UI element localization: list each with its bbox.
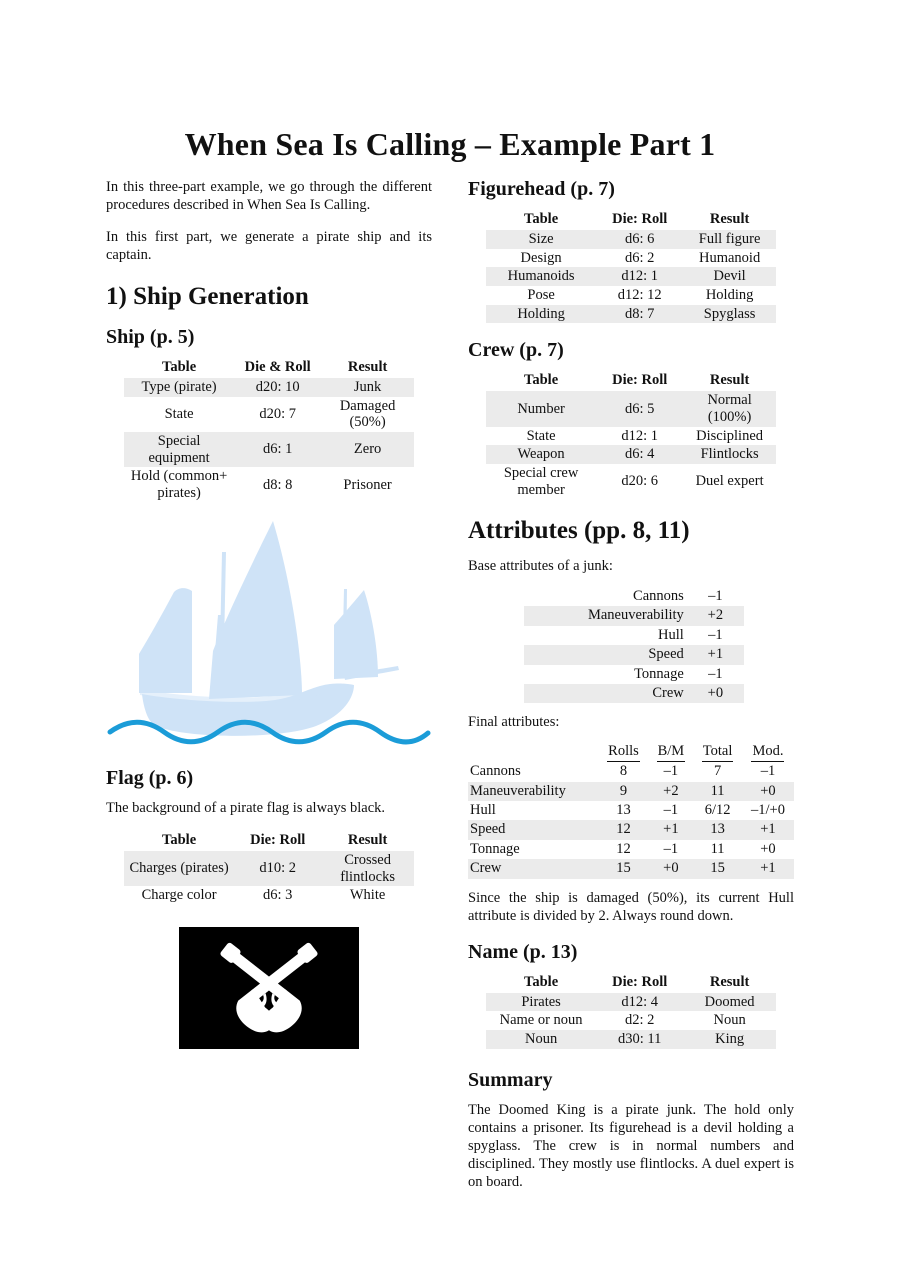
table-header-row	[468, 743, 794, 762]
table-row	[124, 432, 414, 467]
table-header-row	[486, 210, 776, 230]
cell-result: King	[683, 1030, 776, 1049]
spacer	[468, 879, 794, 889]
cell-bm: –1	[663, 840, 679, 857]
cell-table: Hold (common+ pirates)	[130, 468, 228, 502]
cell-result: Humanoid	[698, 249, 761, 266]
figurehead-table	[486, 210, 776, 323]
cell-table: Type (pirate)	[124, 378, 234, 397]
table-row	[124, 467, 414, 502]
cell-rolls: 13	[616, 801, 631, 818]
cell-total: 7	[713, 763, 722, 780]
column-header-rolls-text: Rolls	[607, 743, 640, 762]
cell-die: d6: 6	[596, 230, 683, 249]
table-row	[524, 626, 744, 645]
cell-die: d2: 2	[624, 1012, 655, 1029]
cell-attribute-value: +2	[687, 606, 744, 625]
cell-attribute-name: Tonnage	[470, 840, 520, 857]
cell-attribute-name: Speed	[468, 820, 598, 839]
subsection-heading-name: Name (p. 13)	[468, 940, 578, 963]
column-header-total-text: Total	[702, 743, 734, 762]
cell-result: Full figure	[683, 230, 776, 249]
cell-die: d20: 6	[621, 473, 659, 490]
cell-table: Number	[486, 391, 596, 426]
table-row	[124, 886, 414, 905]
cell-mod: –1	[760, 763, 776, 780]
table-row	[486, 286, 776, 305]
column-header-result: Result	[709, 372, 750, 389]
cell-result: Disciplined	[696, 427, 764, 444]
flag-table	[124, 831, 414, 905]
cell-result: Junk	[321, 378, 414, 397]
table-row	[486, 464, 776, 499]
cell-table: Name or noun	[499, 1012, 583, 1029]
cell-result: Duel expert	[695, 473, 764, 490]
cell-table: Size	[486, 230, 596, 249]
pirate-junk-ship-illustration	[106, 519, 432, 751]
cell-die: d20: 10	[234, 378, 321, 397]
table-header-row	[486, 371, 776, 391]
page-title: When Sea Is Calling – Example Part 1	[184, 126, 716, 162]
cell-attribute-value: –1	[708, 588, 723, 605]
table-row	[486, 1030, 776, 1049]
cell-total: 11	[693, 782, 742, 801]
final-attributes-table	[468, 743, 794, 878]
cell-table: Weapon	[486, 445, 596, 464]
crew-table	[486, 371, 776, 499]
cell-total: 6/12	[704, 801, 731, 818]
cell-table: Special equipment	[124, 432, 234, 467]
cell-mod: +1	[742, 820, 794, 839]
table-row	[124, 851, 414, 886]
base-attributes-table	[524, 587, 744, 703]
cell-attribute-value: –1	[708, 626, 723, 643]
table-row	[486, 305, 776, 324]
column-header-result: Result	[347, 831, 388, 848]
cell-total: 13	[693, 820, 742, 839]
cell-attribute-label: Crew	[524, 684, 687, 703]
cell-rolls: 8	[619, 763, 628, 780]
cell-table: Pirates	[486, 993, 596, 1012]
table-row	[124, 378, 414, 397]
cell-attribute-name: Maneuverability	[468, 782, 598, 801]
column-header-table: Table	[162, 831, 197, 848]
cell-table: Holding	[486, 305, 596, 324]
cell-table: State	[526, 427, 556, 444]
subsection-heading-crew: Crew (p. 7)	[468, 339, 564, 362]
table-header-row	[124, 831, 414, 851]
cell-result: Prisoner	[343, 476, 392, 493]
table-row	[468, 820, 794, 839]
cell-table: Charge color	[141, 887, 217, 904]
cell-result: Zero	[321, 432, 414, 467]
column-header-die-roll: Die & Roll	[244, 359, 311, 375]
cell-attribute-label: Tonnage	[634, 665, 684, 682]
table-header-row	[486, 973, 776, 993]
column-header-table: Table	[524, 372, 559, 389]
cell-bm: –1	[663, 801, 679, 818]
cell-die: d12: 4	[596, 993, 683, 1012]
cell-die: d6: 4	[596, 445, 683, 464]
cell-die: d12: 12	[617, 287, 662, 304]
final-attributes-label: Final attributes:	[468, 714, 560, 731]
cell-attribute-label: Speed	[524, 645, 687, 664]
table-row	[124, 397, 414, 432]
subsection-heading-figurehead: Figurehead (p. 7)	[468, 178, 615, 200]
cell-die: d6: 2	[624, 249, 655, 266]
cell-mod: +1	[742, 859, 794, 878]
column-header-die-roll: Die: Roll	[250, 831, 306, 848]
column-header-result: Result	[347, 359, 388, 375]
cell-result: White	[349, 887, 386, 904]
table-row	[468, 801, 794, 820]
cell-result: Normal (100%)	[683, 391, 776, 426]
cell-result: Spyglass	[683, 305, 776, 324]
cell-die: d30: 11	[596, 1030, 683, 1049]
table-row	[468, 782, 794, 801]
table-row	[524, 587, 744, 606]
table-row	[486, 391, 776, 426]
cell-attribute-name: Cannons	[470, 763, 521, 780]
cell-mod: +0	[742, 782, 794, 801]
section-heading-ship-generation: 1) Ship Generation	[106, 282, 309, 310]
table-row	[486, 267, 776, 286]
cell-bm: +0	[649, 859, 694, 878]
cell-table: State	[164, 406, 194, 422]
cell-attribute-value: –1	[708, 665, 723, 682]
cell-table: Charges (pirates)	[124, 851, 234, 886]
cell-die: d6: 1	[234, 432, 321, 467]
cell-die: d12: 1	[621, 427, 659, 444]
cell-attribute-label: Maneuverability	[524, 606, 687, 625]
cell-table: Special crew member	[503, 465, 579, 498]
table-header-row	[124, 358, 414, 378]
cell-table: Design	[520, 249, 562, 266]
table-row	[468, 859, 794, 878]
section-heading-attributes: Attributes (pp. 8, 11)	[468, 517, 690, 545]
subsection-heading-summary: Summary	[468, 1068, 553, 1091]
intro-paragraph-1: In this three-part example, we go through the different procedures described in When Sea Is Calling.	[106, 179, 432, 214]
column-header-attribute	[468, 743, 598, 762]
cell-result: Doomed	[683, 993, 776, 1012]
ship-table	[124, 358, 414, 503]
column-header-bm-text: B/M	[657, 743, 686, 762]
column-header-die-roll: Die: Roll	[612, 372, 668, 389]
column-header-total	[693, 743, 742, 762]
cell-table: Noun	[486, 1030, 596, 1049]
cell-result: Noun	[713, 1012, 746, 1029]
cell-attribute-label: Cannons	[633, 588, 684, 605]
flag-note: The background of a pirate flag is always black.	[106, 799, 386, 816]
cell-table: Pose	[527, 287, 555, 304]
cell-die: d12: 1	[596, 267, 683, 286]
cell-result: Holding	[705, 287, 754, 304]
cell-bm: –1	[663, 763, 679, 780]
hull-division-note: Since the ship is damaged (50%), its current Hull attribute is divided by 2. Always round down.	[468, 889, 794, 924]
cell-mod: +0	[760, 840, 776, 857]
column-header-die-roll: Die: Roll	[612, 211, 668, 227]
cell-total: 15	[693, 859, 742, 878]
cell-die: d6: 5	[596, 391, 683, 426]
column-header-table: Table	[524, 973, 559, 990]
table-row	[486, 445, 776, 464]
cell-die: d8: 8	[262, 476, 293, 493]
column-header-mod	[742, 743, 794, 762]
spacer	[468, 703, 794, 713]
cell-result: Damaged (50%)	[339, 397, 396, 431]
column-header-table: Table	[162, 359, 197, 375]
table-row	[486, 993, 776, 1012]
cell-rolls: 9	[598, 782, 648, 801]
table-row	[486, 427, 776, 446]
cell-attribute-label: Hull	[658, 626, 684, 643]
table-row	[524, 645, 744, 664]
cell-table: Humanoids	[486, 267, 596, 286]
cell-attribute-name: Hull	[470, 801, 496, 818]
table-row	[486, 230, 776, 249]
table-row	[524, 684, 744, 703]
intro-paragraph-2: In this first part, we generate a pirate ship and its captain.	[106, 229, 432, 264]
cell-rolls: 12	[616, 840, 631, 857]
column-header-table: Table	[524, 211, 559, 227]
cell-die: d6: 3	[262, 887, 293, 904]
subsection-heading-ship: Ship (p. 5)	[106, 326, 195, 348]
summary-text: The Doomed King is a pirate junk. The hold only contains a prisoner. Its figurehead is a devil holding a spyglass. The crew is in normal numbers and disciplined. They mostly use flintlocks. A duel expert is on board.	[468, 1101, 794, 1191]
table-row	[468, 840, 794, 859]
cell-bm: +2	[649, 782, 694, 801]
cell-die: d10: 2	[234, 851, 321, 886]
cell-bm: +1	[649, 820, 694, 839]
table-row	[524, 606, 744, 625]
table-row	[468, 762, 794, 781]
table-row	[524, 665, 744, 684]
pirate-flag-crossed-flintlocks	[179, 927, 359, 1049]
right-column	[468, 178, 794, 1205]
left-column	[106, 178, 432, 1049]
cell-attribute-name: Crew	[468, 859, 598, 878]
column-header-result: Result	[709, 211, 750, 227]
cell-mod: –1/+0	[750, 801, 785, 818]
base-attributes-label: Base attributes of a junk:	[468, 557, 613, 574]
name-table	[486, 973, 776, 1049]
cell-die: d20: 7	[259, 406, 297, 422]
column-header-die-roll: Die: Roll	[612, 973, 668, 990]
cell-attribute-value: +0	[687, 684, 744, 703]
cell-rolls: 15	[598, 859, 648, 878]
cell-result: Devil	[683, 267, 776, 286]
ship-svg	[106, 519, 432, 751]
cell-result: Crossed flintlocks	[321, 851, 414, 886]
column-header-mod-text: Mod.	[751, 743, 784, 762]
crossed-flintlocks-icon	[179, 927, 359, 1049]
column-header-result: Result	[709, 973, 750, 990]
table-row	[486, 249, 776, 268]
cell-die: d8: 7	[596, 305, 683, 324]
cell-total: 11	[710, 840, 725, 857]
cell-result: Flintlocks	[683, 445, 776, 464]
cell-attribute-value: +1	[687, 645, 744, 664]
table-row	[486, 1011, 776, 1030]
subsection-heading-flag: Flag (p. 6)	[106, 766, 194, 789]
column-header-rolls	[598, 743, 648, 762]
cell-rolls: 12	[598, 820, 648, 839]
column-header-bm	[649, 743, 694, 762]
